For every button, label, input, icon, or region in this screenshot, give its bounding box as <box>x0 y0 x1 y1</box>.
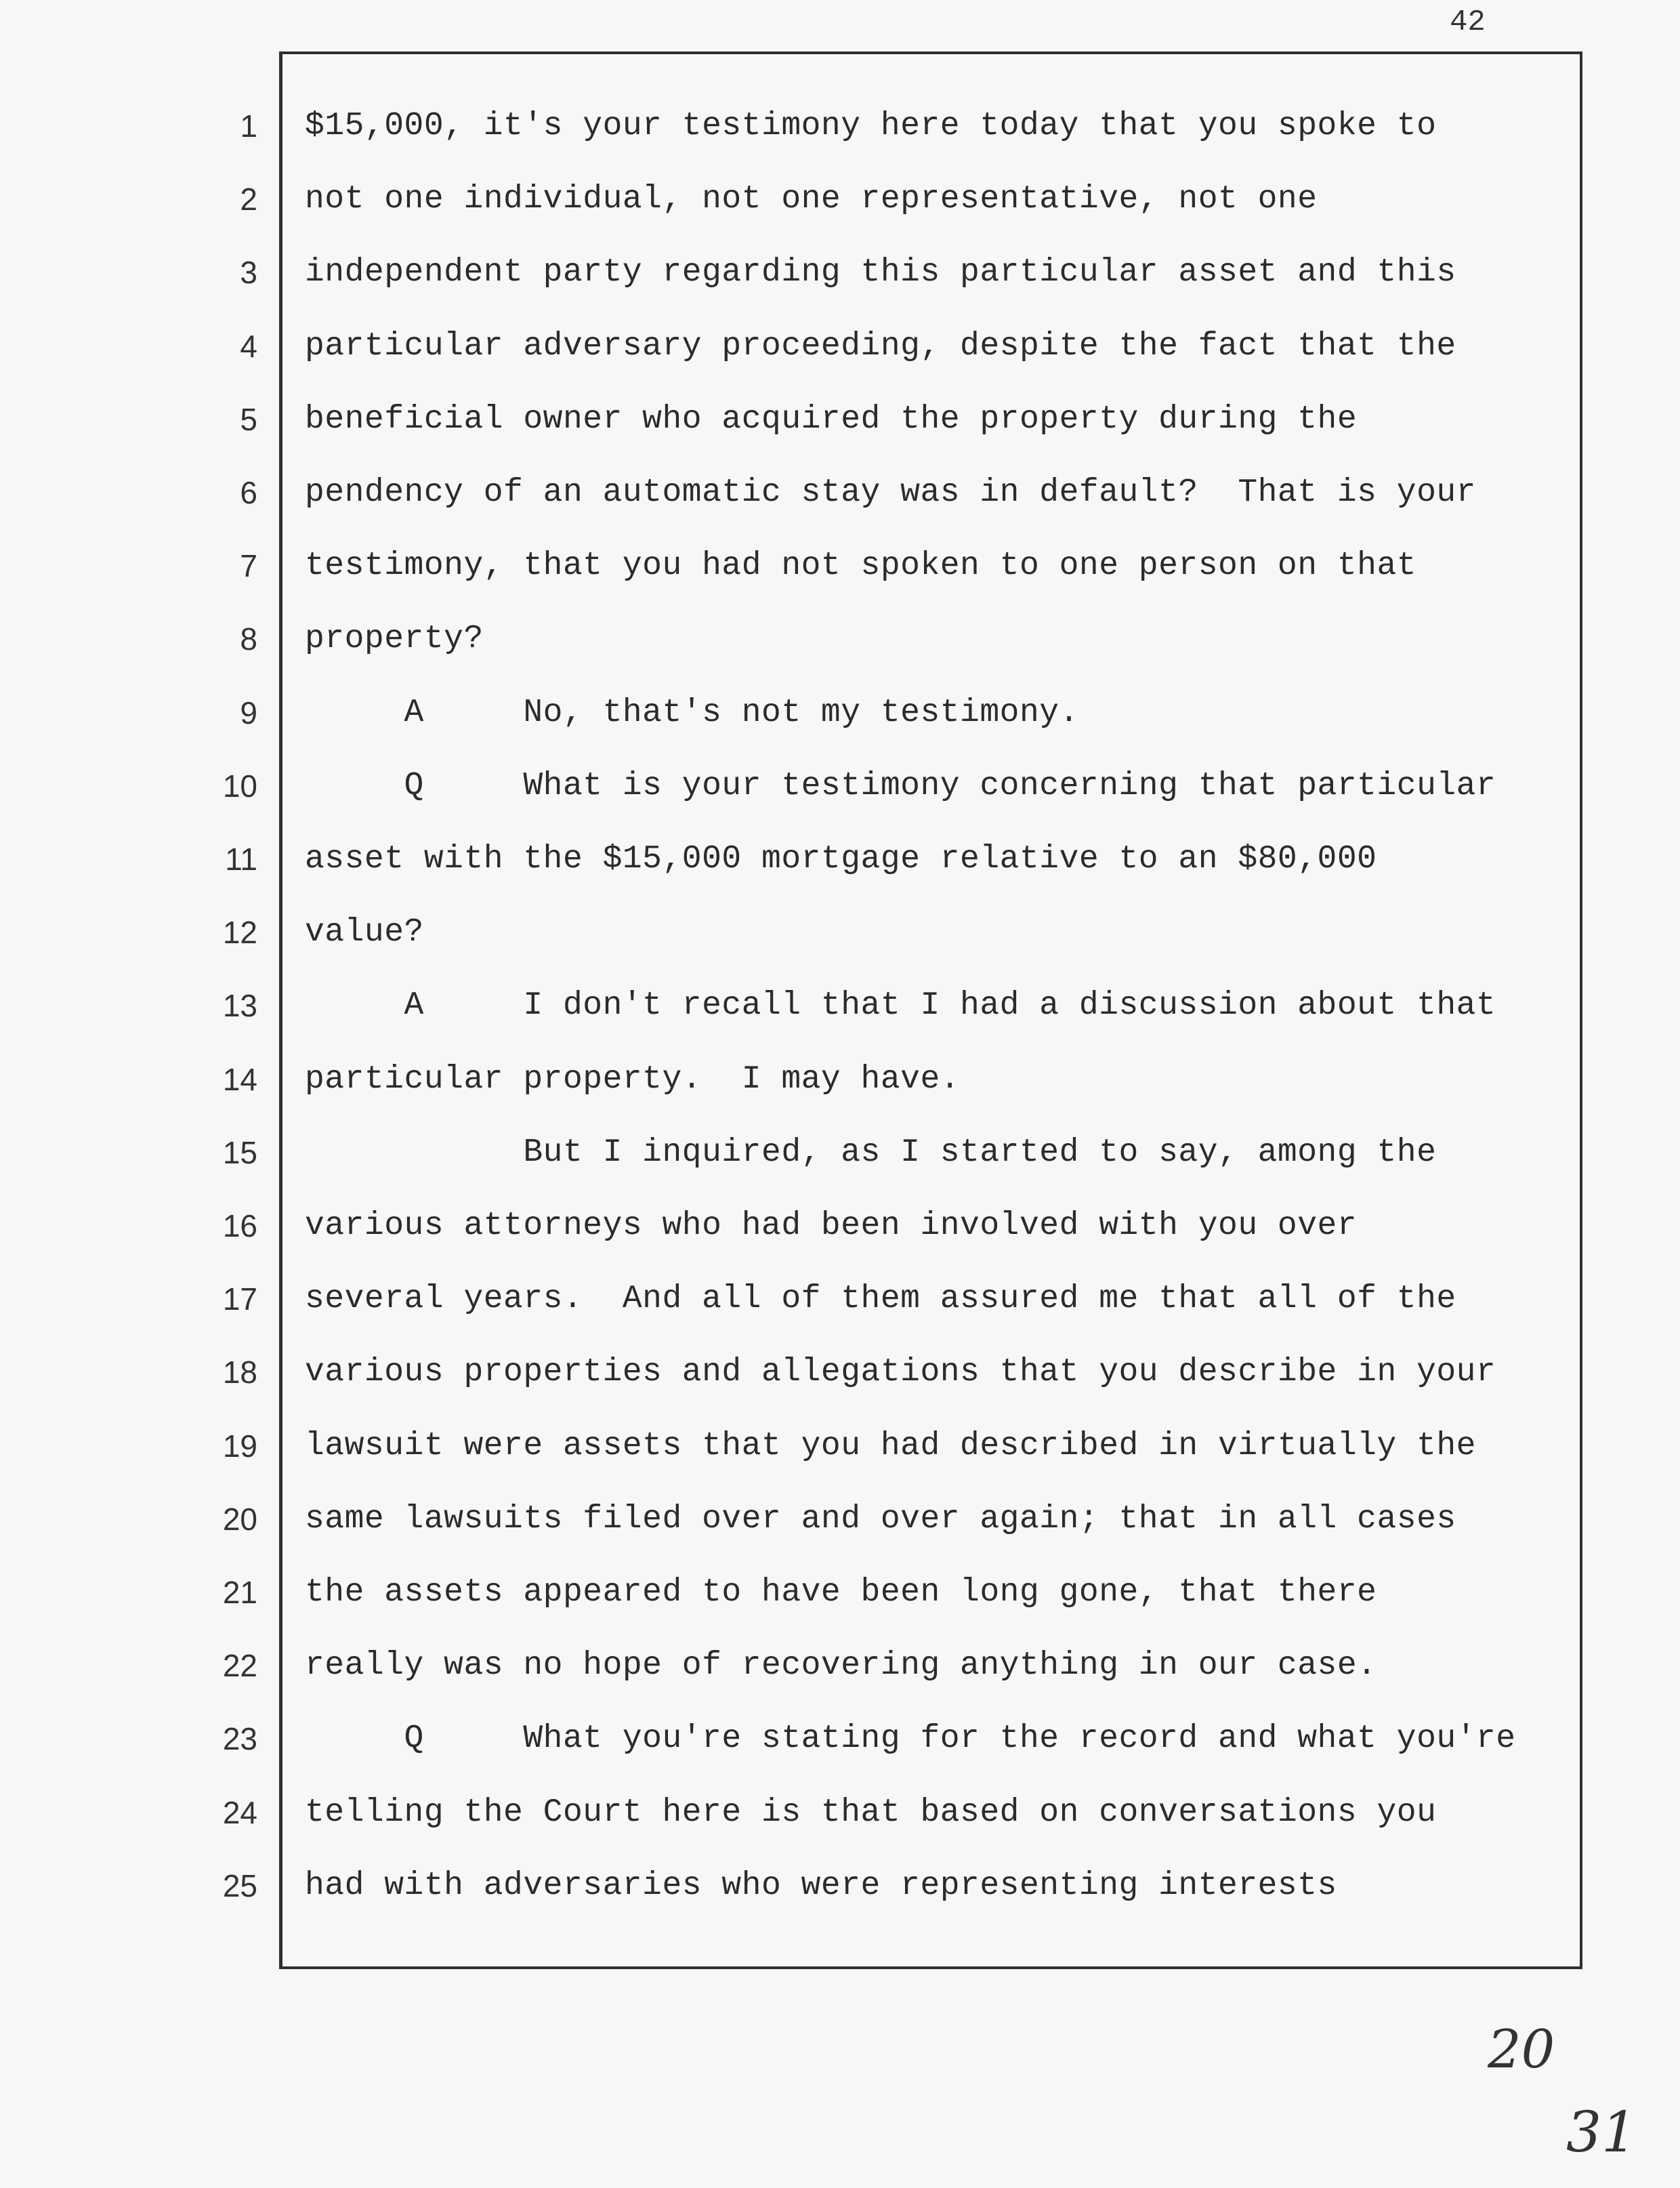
transcript-line <box>0 905 1680 959</box>
transcript-line <box>0 172 1680 226</box>
line-number: 21 <box>222 1575 257 1610</box>
transcript-line <box>0 99 1680 153</box>
transcript-line <box>0 392 1680 447</box>
line-text: property? <box>305 621 484 658</box>
line-text: same lawsuits filed over and over again; that in all cases <box>305 1500 1456 1537</box>
line-text: telling the Court here is that based on conversations you <box>305 1794 1437 1831</box>
line-text: pendency of an automatic stay was in default? That is your <box>305 474 1476 511</box>
line-text: beneficial owner who acquired the property during the <box>305 400 1358 438</box>
transcript-line <box>0 1786 1680 1840</box>
transcript-line <box>0 1345 1680 1399</box>
transcript-line <box>0 1565 1680 1619</box>
line-number: 18 <box>222 1355 257 1390</box>
line-text: the assets appeared to have been long gone, that there <box>305 1574 1377 1611</box>
transcript-line <box>0 686 1680 740</box>
line-text: particular adversary proceeding, despite the fact that the <box>305 327 1456 365</box>
transcript-line <box>0 319 1680 373</box>
line-text: lawsuit were assets that you had described in virtually the <box>305 1427 1476 1464</box>
line-number: 25 <box>222 1867 257 1903</box>
line-number: 19 <box>222 1428 257 1464</box>
transcript-line <box>0 245 1680 300</box>
line-text: really was no hope of recovering anything in our case. <box>305 1647 1377 1685</box>
line-text: A No, that's not my testimony. <box>305 694 1079 731</box>
line-number: 16 <box>222 1208 257 1243</box>
transcript-line <box>0 1859 1680 1913</box>
line-number: 20 <box>222 1501 257 1537</box>
line-text: testimony, that you had not spoken to one person on that <box>305 548 1417 585</box>
line-text: $15,000, it's your testimony here today that you spoke to <box>305 108 1437 144</box>
handwritten-note-20: 20 <box>1488 2019 1555 2080</box>
line-number: 1 <box>240 108 257 144</box>
line-number: 15 <box>222 1134 257 1170</box>
line-number: 22 <box>222 1648 257 1684</box>
line-text: Q What you're stating for the record and what you're <box>305 1720 1516 1758</box>
line-number: 12 <box>222 915 257 951</box>
line-number: 14 <box>222 1061 257 1097</box>
line-number: 13 <box>222 988 257 1024</box>
transcript-line <box>0 759 1680 813</box>
line-text: But I inquired, as I started to say, among the <box>305 1134 1437 1171</box>
transcript-line <box>0 466 1680 520</box>
line-number: 4 <box>240 328 257 364</box>
line-text: A I don't recall that I had a discussion about that <box>305 987 1496 1025</box>
line-text: various attorneys who had been involved with you over <box>305 1207 1358 1244</box>
line-number: 8 <box>240 621 257 657</box>
page-number: 42 <box>1450 5 1486 39</box>
line-number: 11 <box>225 842 257 877</box>
transcript-line <box>0 1052 1680 1107</box>
transcript-line <box>0 612 1680 666</box>
transcript-line <box>0 1272 1680 1326</box>
line-text: had with adversaries who were representing interests <box>305 1867 1337 1904</box>
line-number: 6 <box>240 475 257 510</box>
line-text: asset with the $15,000 mortgage relative to an $80,000 <box>305 841 1377 878</box>
transcript-line <box>0 1492 1680 1546</box>
line-number: 3 <box>240 255 257 291</box>
line-text: not one individual, not one representative, not one <box>305 181 1318 218</box>
line-number: 10 <box>222 768 257 804</box>
handwritten-note-31: 31 <box>1566 2101 1637 2165</box>
line-text: independent party regarding this particular asset and this <box>305 254 1456 291</box>
line-number: 9 <box>240 695 257 730</box>
line-text: several years. And all of them assured me that all of the <box>305 1281 1456 1318</box>
transcript-line <box>0 978 1680 1033</box>
line-number: 17 <box>222 1281 257 1317</box>
transcript-line <box>0 1712 1680 1766</box>
transcript-line <box>0 832 1680 886</box>
transcript-line <box>0 1126 1680 1180</box>
transcript-line <box>0 539 1680 593</box>
line-number: 7 <box>240 548 257 584</box>
line-number: 5 <box>240 401 257 437</box>
line-number: 2 <box>240 182 257 218</box>
line-number: 24 <box>222 1794 257 1830</box>
transcript-line <box>0 1199 1680 1253</box>
line-text: particular property. I may have. <box>305 1060 961 1098</box>
line-number: 23 <box>222 1721 257 1757</box>
transcript-line <box>0 1419 1680 1473</box>
line-text: value? <box>305 914 424 951</box>
line-text: various properties and allegations that you describe in your <box>305 1354 1496 1391</box>
transcript-line <box>0 1638 1680 1693</box>
line-text: Q What is your testimony concerning that particular <box>305 767 1496 804</box>
